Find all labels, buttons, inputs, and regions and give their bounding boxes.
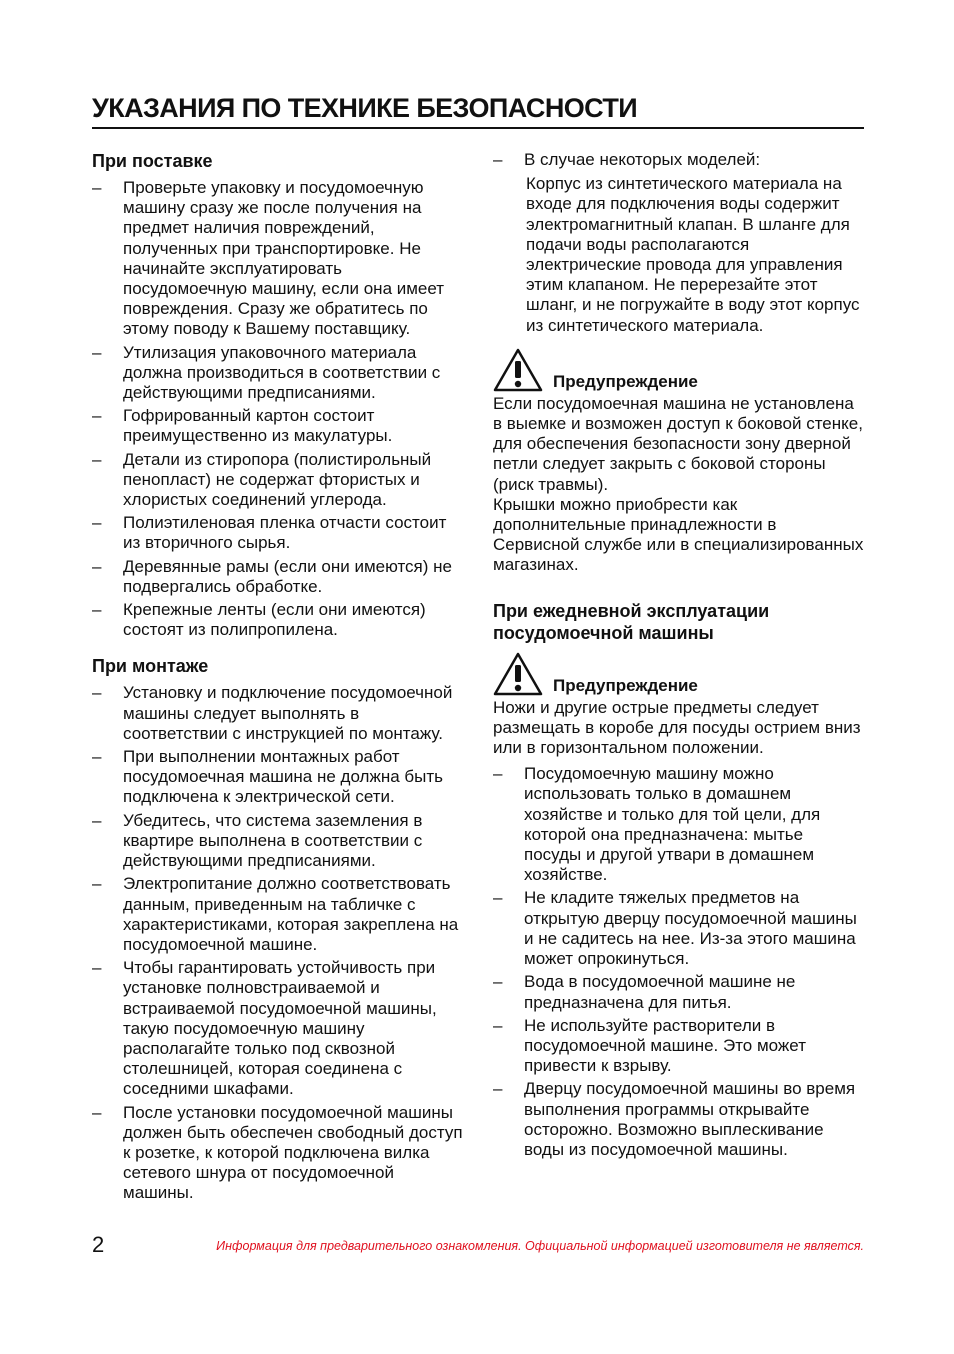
list-item-text: Электропитание должно соответствовать данным, приведенным на табличке с характеристиками, которая закреплена на посудомоечной машине.	[123, 874, 459, 954]
section-delivery	[92, 150, 463, 640]
page-title: УКАЗАНИЯ ПО ТЕХНИКЕ БЕЗОПАСНОСТИ	[92, 93, 638, 123]
list-item-text: Чтобы гарантировать устойчивость при установке полновстраиваемой и встраиваемой посудомоечной машины, такую посудомоечную машину располагайте только под сквозной столешницей, которая соединена с соседними шкафами.	[123, 958, 437, 1099]
dash-bullet: –	[92, 342, 102, 362]
list-item	[92, 343, 463, 404]
section-installation	[92, 655, 463, 1203]
list-item	[92, 683, 463, 744]
list-item	[92, 406, 463, 446]
list-item-text: Не используйте растворители в посудомоечной машине. Это может привести к взрыву.	[524, 1015, 806, 1076]
list-item	[92, 450, 463, 511]
list-item	[92, 178, 463, 340]
list-item-text: Проверьте упаковку и посудомоечную машину сразу же после получения на предмет наличия повреждений, полученных при транспортировке. Не начинайте эксплуатировать посудомоечную машину, если она имеет повреждения. Сразу же обратитесь по этому поводу к Вашему поставщику.	[123, 178, 445, 339]
dash-bullet: –	[92, 556, 102, 576]
list-item-text: Убедитесь, что система заземления в квартире выполнена в соответствии с действующими предписаниями.	[123, 810, 423, 871]
dash-bullet: –	[92, 958, 102, 978]
delivery-list	[92, 178, 463, 640]
models-note-lead: В случае некоторых моделей:	[524, 150, 761, 169]
warning-triangle-icon	[493, 652, 543, 696]
list-item-text: Дверцу посудомоечной машины во время выполнения программы открывайте осторожно. Возможно выплескивание воды из посудомоечной машины.	[524, 1079, 856, 1159]
warning-label: Предупреждение	[553, 675, 698, 695]
warning-label: Предупреждение	[553, 371, 698, 391]
list-item	[493, 1016, 864, 1077]
section-heading-daily-use: При ежедневной эксплуатации посудомоечной машины	[493, 600, 770, 643]
dash-bullet: –	[92, 406, 102, 426]
list-item	[92, 874, 463, 955]
list-item	[92, 513, 463, 553]
list-item-text: Гофрированный картон состоит преимущественно из макулатуры.	[123, 406, 393, 446]
dash-bullet: –	[92, 449, 102, 469]
section-heading-delivery: При поставке	[92, 151, 213, 171]
list-item-text: Деревянные рамы (если они имеются) не подвергались обработке.	[123, 556, 452, 596]
list-item	[92, 1103, 463, 1204]
list-item-text: После установки посудомоечной машины должен быть обеспечен свободный доступ к розетке, к которой подключена вилка сетевого шнура от посудомоечной машины.	[123, 1102, 463, 1203]
list-item-text: Детали из стиропора (полистирольный пенопласт) не содержат фтористых и хлористых соединений углерода.	[123, 449, 432, 510]
list-item-text: Вода в посудомоечной машине не предназначена для питья.	[524, 972, 796, 1012]
dash-bullet: –	[92, 600, 102, 620]
list-item-text: Крепежные ленты (если они имеются) состоят из полипропилена.	[123, 600, 426, 640]
installation-list	[92, 683, 463, 1203]
list-item	[92, 958, 463, 1099]
dash-bullet: –	[493, 972, 503, 992]
dash-bullet: –	[92, 747, 102, 767]
list-item-text: Полиэтиленовая пленка отчасти состоит из вторичного сырья.	[123, 513, 447, 553]
list-item	[92, 600, 463, 640]
dash-bullet: –	[92, 810, 102, 830]
dash-bullet: –	[92, 874, 102, 894]
disclaimer-text: Информация для предварительного ознакомления. Официальной информацией изготовителя не является.	[216, 1239, 864, 1253]
warning-triangle-icon	[493, 348, 543, 392]
dash-bullet: –	[493, 1015, 503, 1035]
list-item	[493, 1079, 864, 1160]
list-item-text: Посудомоечную машину можно использовать только в домашнем хозяйстве и только для той цели, для которой она предназначена: мытье посуды и другой утвари в домашнем хозяйстве.	[524, 764, 821, 885]
list-item	[493, 150, 864, 170]
page-number: 2	[92, 1232, 105, 1257]
list-item-text: Не кладите тяжелых предметов на открытую дверцу посудомоечной машины и не садитесь на нее. Из-за этого машина может опрокинуться.	[524, 888, 857, 969]
list-item	[92, 557, 463, 597]
list-item	[493, 972, 864, 1012]
right-column	[493, 150, 864, 1163]
list-item-text: Утилизация упаковочного материала должна производиться в соответствии с действующими предписаниями.	[123, 342, 441, 403]
warning-paragraph: Ножи и другие острые предметы следует размещать в коробе для посуды острием вниз или в горизонтальном положении.	[493, 697, 861, 758]
dash-bullet: –	[493, 150, 503, 169]
dash-bullet: –	[493, 888, 503, 908]
dash-bullet: –	[92, 178, 102, 197]
warning-paragraph: Если посудомоечная машина не установлена в выемке и возможен доступ к боковой стенке, для обеспечения безопасности зону дверной петли следует закрыть с боковой стороны (риск травмы).	[493, 393, 863, 494]
list-item-text: При выполнении монтажных работ посудомоечная машина не должна быть подключена к электрической сети.	[123, 747, 443, 807]
title-divider	[92, 127, 864, 129]
left-column	[92, 150, 463, 1207]
daily-use-list	[493, 764, 864, 1160]
dash-bullet: –	[493, 1079, 503, 1099]
list-item	[493, 764, 864, 885]
models-note-list	[493, 150, 864, 170]
list-item-text: Установку и подключение посудомоечной машины следует выполнять в соответствии с инструкцией по монтажу.	[123, 683, 453, 743]
warning-paragraph: Крышки можно приобрести как дополнительные принадлежности в Сервисной службе или в специализированных магазинах.	[493, 494, 864, 575]
list-item	[92, 811, 463, 872]
warning-header-1	[493, 346, 864, 392]
models-note-text: Корпус из синтетического материала на входе для подключения воды содержит электромагнитный клапан. В шланге для подачи воды располагаются электрические провода для управления этим клапаном. Не перерезайте этот шланг, и не погружайте в воду этот корпус из синтетического материала.	[526, 174, 860, 335]
dash-bullet: –	[92, 683, 102, 703]
section-heading-installation: При монтаже	[92, 656, 209, 677]
list-item	[493, 888, 864, 969]
warning-header-2	[493, 650, 864, 696]
list-item	[92, 747, 463, 808]
dash-bullet: –	[92, 513, 102, 533]
dash-bullet: –	[493, 764, 503, 784]
dash-bullet: –	[92, 1102, 102, 1122]
